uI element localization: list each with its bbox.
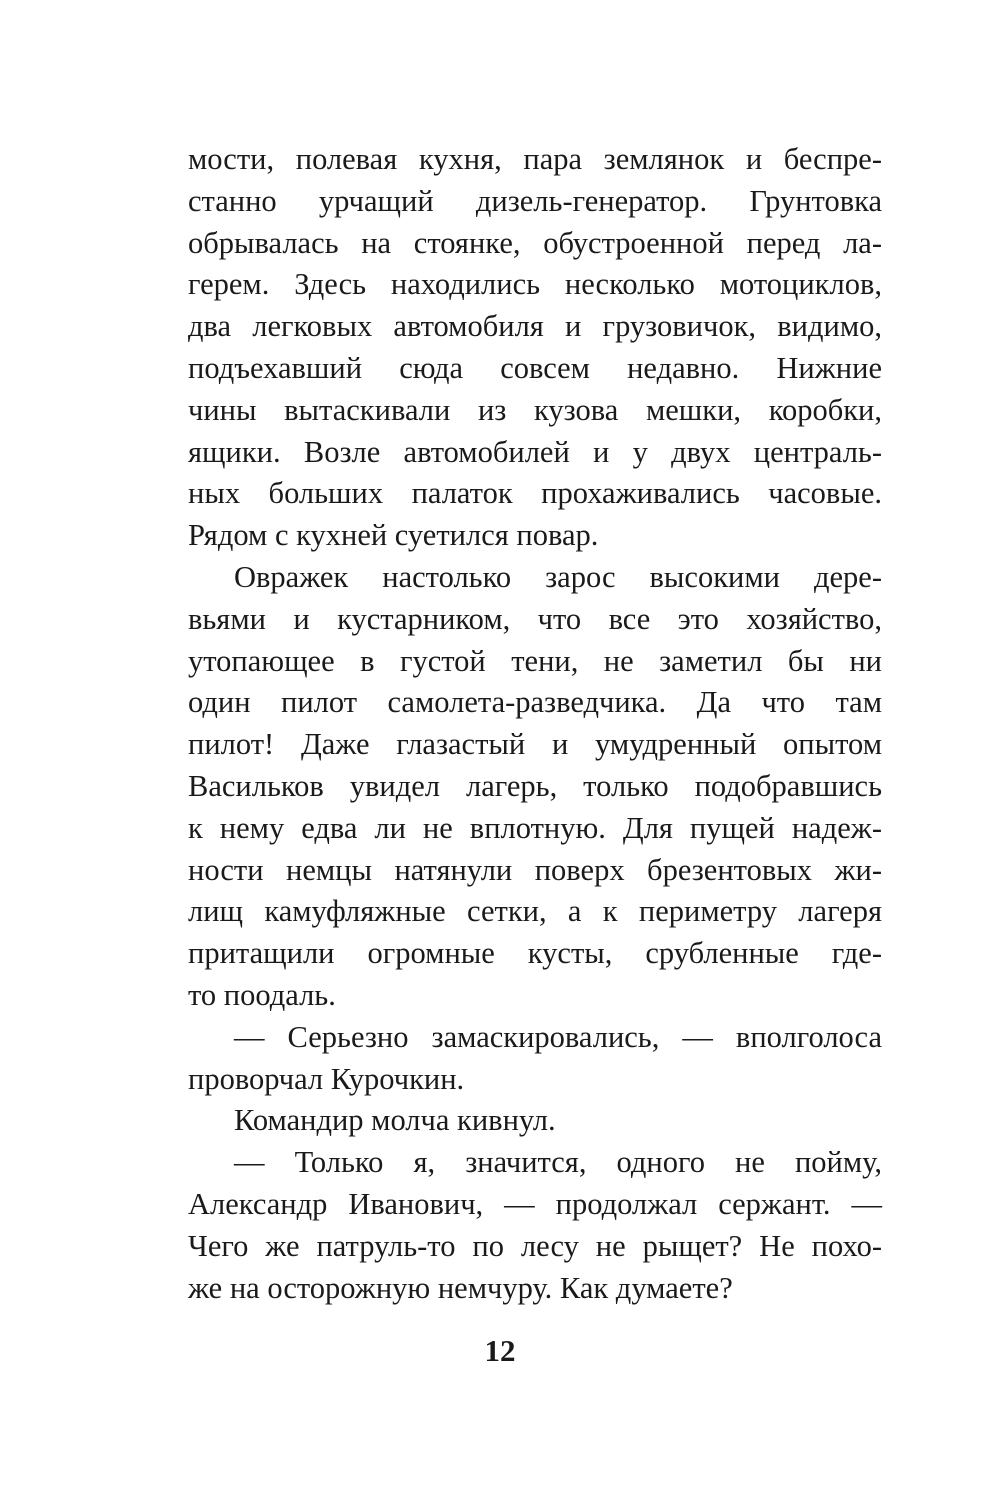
text-line: лищ камуфляжные сетки, а к периметру лагеря: [188, 894, 882, 929]
page-number: 12: [484, 1333, 516, 1368]
text-line: чины вытаскивали из кузова мешки, коробки,: [188, 392, 882, 427]
text-line: к нему едва ли не вплотную. Для пущей надеж-: [188, 810, 882, 845]
text-line: обрывалась на стоянке, обустроенной перед ла-: [188, 225, 882, 260]
text-line: один пилот самолета-разведчика. Да что там: [188, 685, 882, 720]
text-line: — Серьезно замаскировались, — вполголоса: [234, 1019, 882, 1054]
text-line: же на осторожную немчуру. Как думаете?: [188, 1270, 733, 1305]
text-line: ных больших палаток прохаживались часовые.: [188, 476, 882, 511]
text-line: — Только я, значится, одного не пойму,: [234, 1145, 882, 1180]
body-text: [188, 139, 882, 1309]
text-line: Рядом с кухней суетился повар.: [188, 518, 599, 553]
text-line: утопающее в густой тени, не заметил бы ни: [188, 643, 882, 678]
text-line: Чего же патруль-то по лесу не рыщет? Не похо-: [188, 1228, 882, 1263]
text-line: то поодаль.: [188, 977, 336, 1012]
text-line: притащили огромные кусты, срубленные где-: [188, 936, 882, 971]
text-line: вьями и кустарником, что все это хозяйство,: [188, 601, 882, 636]
text-line: мости, полевая кухня, пара землянок и беспре-: [188, 142, 882, 176]
text-line: ящики. Возле автомобилей и у двух централь-: [188, 434, 882, 469]
text-line: два легковых автомобиля и грузовичок, видимо,: [188, 309, 882, 344]
text-line: ности немцы натянули поверх брезентовых жи-: [188, 852, 882, 887]
text-line: пилот! Даже глазастый и умудренный опытом: [188, 727, 882, 762]
text-line: проворчал Курочкин.: [188, 1061, 465, 1096]
text-line: станно урчащий дизель-генератор. Грунтовка: [188, 183, 882, 218]
text-line: Командир молча кивнул.: [234, 1103, 556, 1138]
text-line: подъехавший сюда совсем недавно. Нижние: [188, 350, 882, 385]
text-line: Александр Иванович, — продолжал сержант. —: [188, 1186, 882, 1221]
text-line: Васильков увидел лагерь, только подобравшись: [188, 768, 882, 803]
text-line: герем. Здесь находились несколько мотоциклов,: [188, 267, 882, 302]
text-line: Овражек настолько зарос высокими дере-: [234, 559, 882, 594]
